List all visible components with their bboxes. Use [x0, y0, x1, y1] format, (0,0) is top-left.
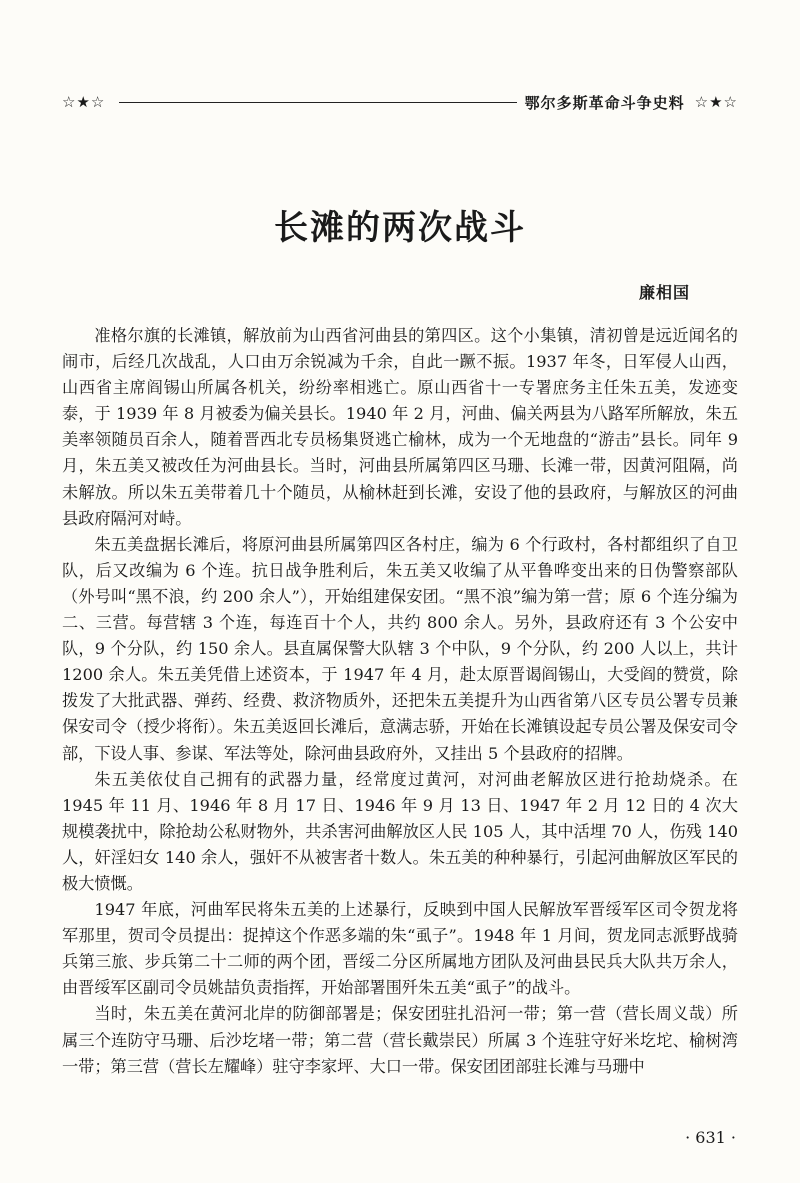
paragraph: 1947 年底，河曲军民将朱五美的上述暴行，反映到中国人民解放军晋绥军区司令贺龙将军那里，贺司令员提出：捉掉这个作恶多端的朱“虱子”。1948 年 1 月间，贺龙同志派野战骑兵第三旅、步兵第二十二师的两个团，晋绥二分区所属地方团队及河曲县民兵大队共万余人，由晋绥军区副司令员姚喆负责指挥，开始部署围歼朱五美“虱子”的战斗。: [62, 900, 738, 998]
book-title: 鄂尔多斯革命斗争史料: [524, 93, 685, 112]
running-header: [62, 88, 738, 116]
article-author: 廉相国: [638, 283, 690, 302]
paragraph: 当时，朱五美在黄河北岸的防御部署是；保安团驻扎沿河一带；第一营（营长周义哉）所属三个连防守马珊、后沙圪堵一带；第二营（营长戴崇民）所属 3 个连驻守好米圪坨、榆树湾一带；第三营（营长左耀峰）驻守李家坪、大口一带。保安团团部驻长滩与马珊中: [62, 1004, 738, 1076]
left-star-ornament: ☆★☆: [62, 93, 106, 111]
paragraph: 朱五美依仗自己拥有的武器力量，经常度过黄河，对河曲老解放区进行抢劫烧杀。在 1945 年 11 月、1946 年 8 月 17 日、1946 年 9 月 13 日、1947 年 2 月 12 日的 4 次大规模袭扰中，除抢劫公私财物外，共杀害河曲解放区人民 105 人，其中活埋 70 人，伤残 140 人，奸淫妇女 140 余人，强奸不从被害者十数人。朱五美的种种暴行，引起河曲解放区军民的极大愤慨。: [62, 769, 738, 893]
page-number: · 631 ·: [685, 1128, 736, 1147]
article-body: [62, 323, 738, 1080]
header-rule: [119, 102, 516, 103]
paragraph: 准格尔旗的长滩镇，解放前为山西省河曲县的第四区。这个小集镇，清初曾是远近闻名的闹市，后经几次战乱，人口由万余锐减为千余，自此一蹶不振。1937 年冬，日军侵人山西，山西省主席阎锡山所属各机关，纷纷率相逃亡。原山西省十一专署庶务主任朱五美，发迹变泰，于 1939 年 8 月被委为偏关县长。1940 年 2 月，河曲、偏关两县为八路军所解放，朱五美率领随员百余人，随着晋西北专员杨集贤逃亡榆林，成为一个无地盘的“游击”县长。同年 9 月，朱五美又被改任为河曲县长。当时，河曲县所属第四区马珊、长滩一带，因黄河阻隔，尚未解放。所以朱五美带着几十个随员，从榆林赶到长滩，安设了他的县政府，与解放区的河曲县政府隔河对峙。: [62, 326, 738, 528]
paragraph: 朱五美盘据长滩后，将原河曲县所属第四区各村庄，编为 6 个行政村，各村都组织了自卫队，后又改编为 6 个连。抗日战争胜利后，朱五美又收编了从平鲁哗变出来的日伪警察部队（外号叫“黑不浪，约 200 余人”），开始组建保安团。“黑不浪”编为第一营；原 6 个连分编为二、三营。每营辖 3 个连，每连百十个人，共约 800 余人。另外，县政府还有 3 个公安中队，9 个分队，约 150 余人。县直属保警大队辖 3 个中队，9 个分队，约 200 人以上，共计 1200 余人。朱五美凭借上述资本，于 1947 年 4 月，赴太原晋谒阎锡山，大受阎的赞赏，除拨发了大批武器、弹药、经费、救济物质外，还把朱五美提升为山西省第八区专员公署专员兼保安司令（授少将衔）。朱五美返回长滩后，意满志骄，开始在长滩镇设起专员公署及保安司令部，下设人事、参谋、军法等处，除河曲县政府外，又挂出 5 个县政府的招牌。: [62, 534, 738, 763]
right-star-ornament: ☆★☆: [694, 93, 738, 111]
article-title: 长滩的两次战斗: [274, 208, 526, 248]
